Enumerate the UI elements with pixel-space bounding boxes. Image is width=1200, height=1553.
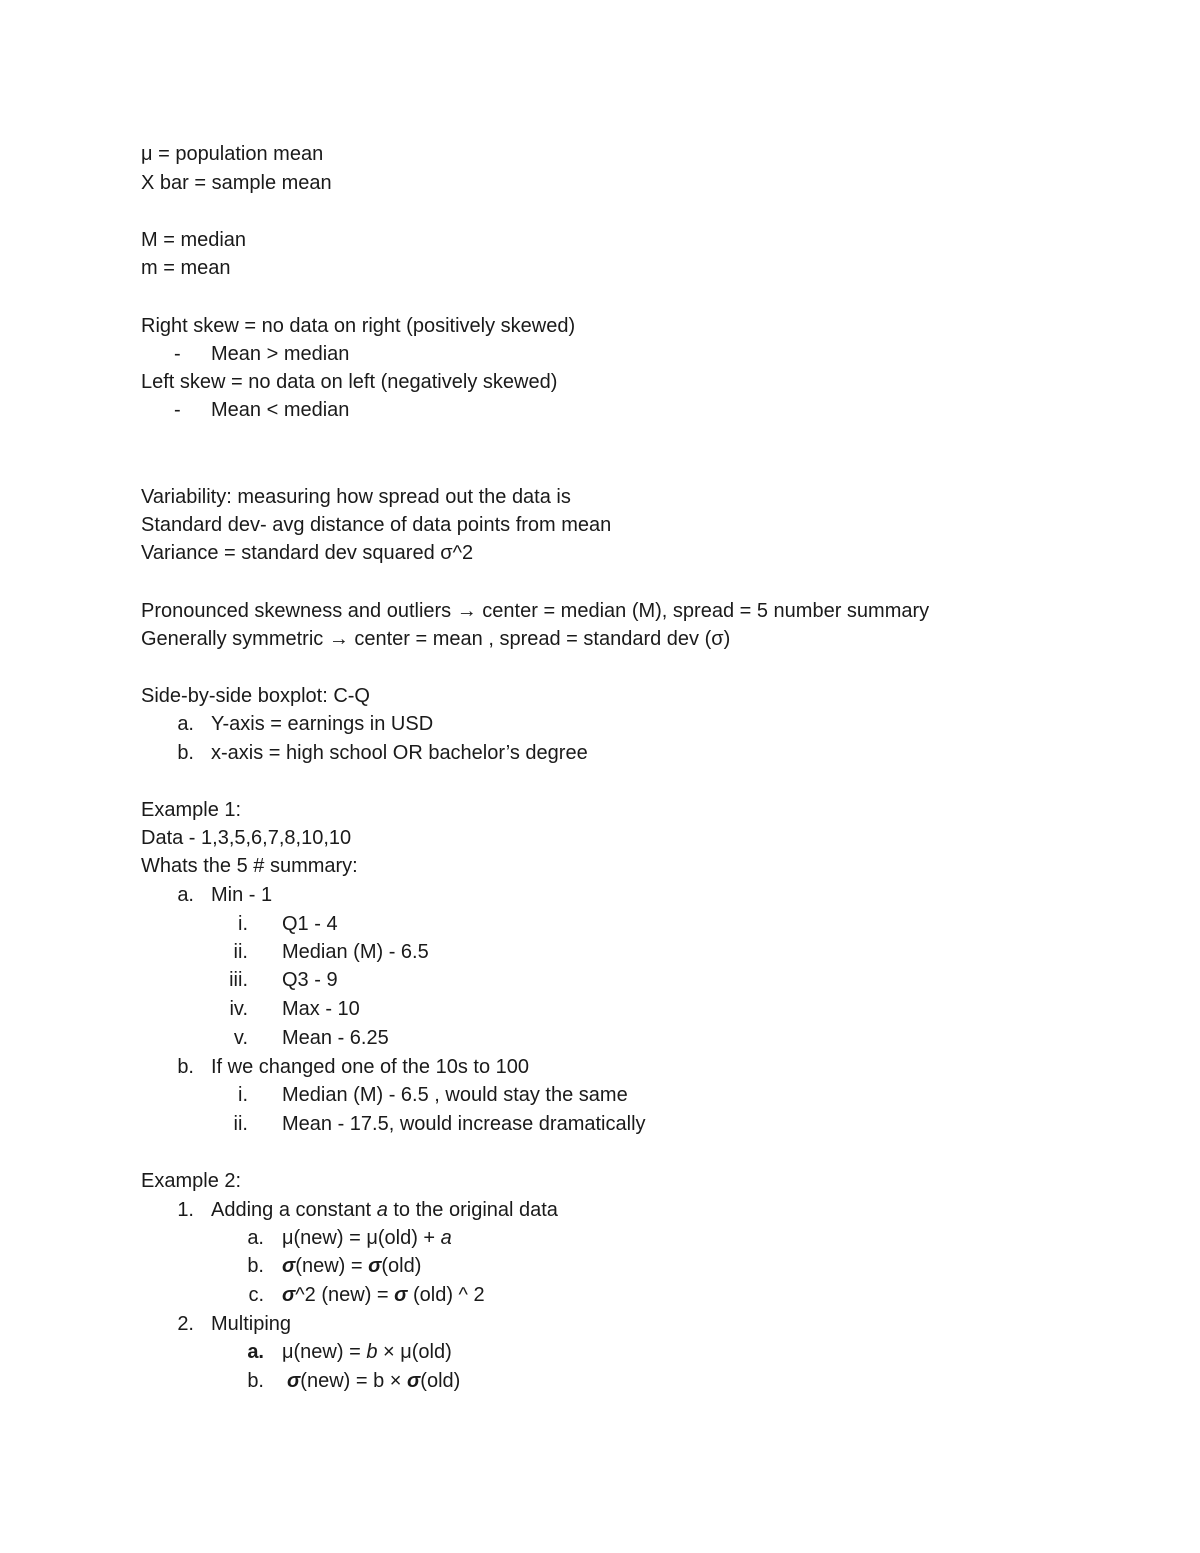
list-marker: iv. — [229, 998, 248, 1020]
left-skew-dash: - — [174, 399, 181, 421]
example1-question: Whats the 5 # summary: — [141, 855, 358, 877]
list-item: Mean - 6.25 — [282, 1027, 389, 1049]
list-marker: b. — [247, 1255, 264, 1277]
list-marker: v. — [233, 1027, 248, 1049]
boxplot-title: Side-by-side boxplot: C-Q — [141, 685, 370, 707]
formula-text: μ(new) = μ(old) + — [282, 1227, 441, 1249]
formula-text: μ(new) = — [282, 1341, 367, 1363]
sigma-symbol: σ — [287, 1370, 301, 1392]
list-item: x-axis = high school OR bachelor’s degree — [211, 742, 588, 764]
xbar-definition: X bar = sample mean — [141, 172, 332, 194]
list-marker: b. — [177, 742, 194, 764]
mean-definition: m = mean — [141, 257, 231, 279]
constant-b-variable: b — [366, 1341, 378, 1363]
list-marker: 1. — [177, 1199, 194, 1221]
list-item — [282, 1338, 452, 1366]
sigma-symbol: σ — [282, 1255, 296, 1277]
mu-definition: μ = population mean — [141, 143, 324, 165]
list-marker: ii. — [233, 941, 248, 963]
list-marker: i. — [238, 913, 248, 935]
sigma-symbol: σ — [407, 1370, 421, 1392]
list-item: Median (M) - 6.5 — [282, 941, 429, 963]
formula-text: (new) = b × — [300, 1370, 407, 1392]
list-marker: a. — [247, 1227, 264, 1249]
right-skew-dash: - — [174, 343, 181, 365]
list-item — [282, 1281, 485, 1309]
formula-text: (old) — [420, 1370, 461, 1392]
sigma-symbol: σ — [368, 1255, 382, 1277]
formula-text: (old) — [381, 1255, 422, 1277]
list-marker: 2. — [177, 1313, 194, 1335]
list-item — [282, 1252, 421, 1280]
list-marker: b. — [247, 1370, 264, 1392]
formula-text: ^2 (new) = — [295, 1284, 395, 1306]
example2-title: Example 2: — [141, 1170, 242, 1192]
list-item: Q3 - 9 — [282, 969, 338, 991]
item-text-post: to the original data — [387, 1199, 558, 1221]
formula-text: × μ(old) — [377, 1341, 452, 1363]
list-item: Max - 10 — [282, 998, 360, 1020]
list-marker: b. — [177, 1056, 194, 1078]
example1-data: Data - 1,3,5,6,7,8,10,10 — [141, 827, 352, 849]
list-marker: c. — [248, 1284, 264, 1306]
list-item: If we changed one of the 10s to 100 — [211, 1056, 530, 1078]
list-item: Q1 - 4 — [282, 913, 338, 935]
list-marker: ii. — [233, 1113, 248, 1135]
symmetric-line: Generally symmetric → center = mean , spread = standard dev (σ) — [141, 628, 731, 650]
variance-line: Variance = standard dev squared σ^2 — [141, 542, 474, 564]
list-marker: iii. — [229, 969, 248, 991]
list-item: Median (M) - 6.5 , would stay the same — [282, 1084, 628, 1106]
list-marker: a. — [247, 1341, 264, 1363]
item-text-pre: Adding a constant — [211, 1199, 377, 1221]
sigma-symbol: σ — [394, 1284, 408, 1306]
formula-text: (old) ^ 2 — [407, 1284, 485, 1306]
std-dev-line: Standard dev- avg distance of data points from mean — [141, 514, 612, 536]
right-skew-line: Right skew = no data on right (positively skewed) — [141, 315, 576, 337]
left-skew-line: Left skew = no data on left (negatively skewed) — [141, 371, 558, 393]
list-item — [211, 1196, 558, 1224]
formula-text: (new) = — [295, 1255, 369, 1277]
variability-line: Variability: measuring how spread out the data is — [141, 486, 571, 508]
sigma-symbol: σ — [282, 1284, 296, 1306]
list-marker: a. — [177, 713, 194, 735]
median-definition: M = median — [141, 229, 247, 251]
list-item: Multiping — [211, 1313, 292, 1335]
right-skew-detail: Mean > median — [211, 343, 350, 365]
left-skew-detail: Mean < median — [211, 399, 350, 421]
example1-title: Example 1: — [141, 799, 242, 821]
constant-a-variable: a — [376, 1199, 388, 1221]
pronounced-skew-line: Pronounced skewness and outliers → center = median (M), spread = 5 number summary — [141, 600, 930, 622]
list-item — [287, 1367, 460, 1395]
list-item: Min - 1 — [211, 884, 273, 906]
list-marker: a. — [177, 884, 194, 906]
constant-a-variable: a — [440, 1227, 452, 1249]
list-marker: i. — [238, 1084, 248, 1106]
list-item: Y-axis = earnings in USD — [211, 713, 434, 735]
list-item — [282, 1224, 452, 1252]
list-item: Mean - 17.5, would increase dramatically — [282, 1113, 646, 1135]
